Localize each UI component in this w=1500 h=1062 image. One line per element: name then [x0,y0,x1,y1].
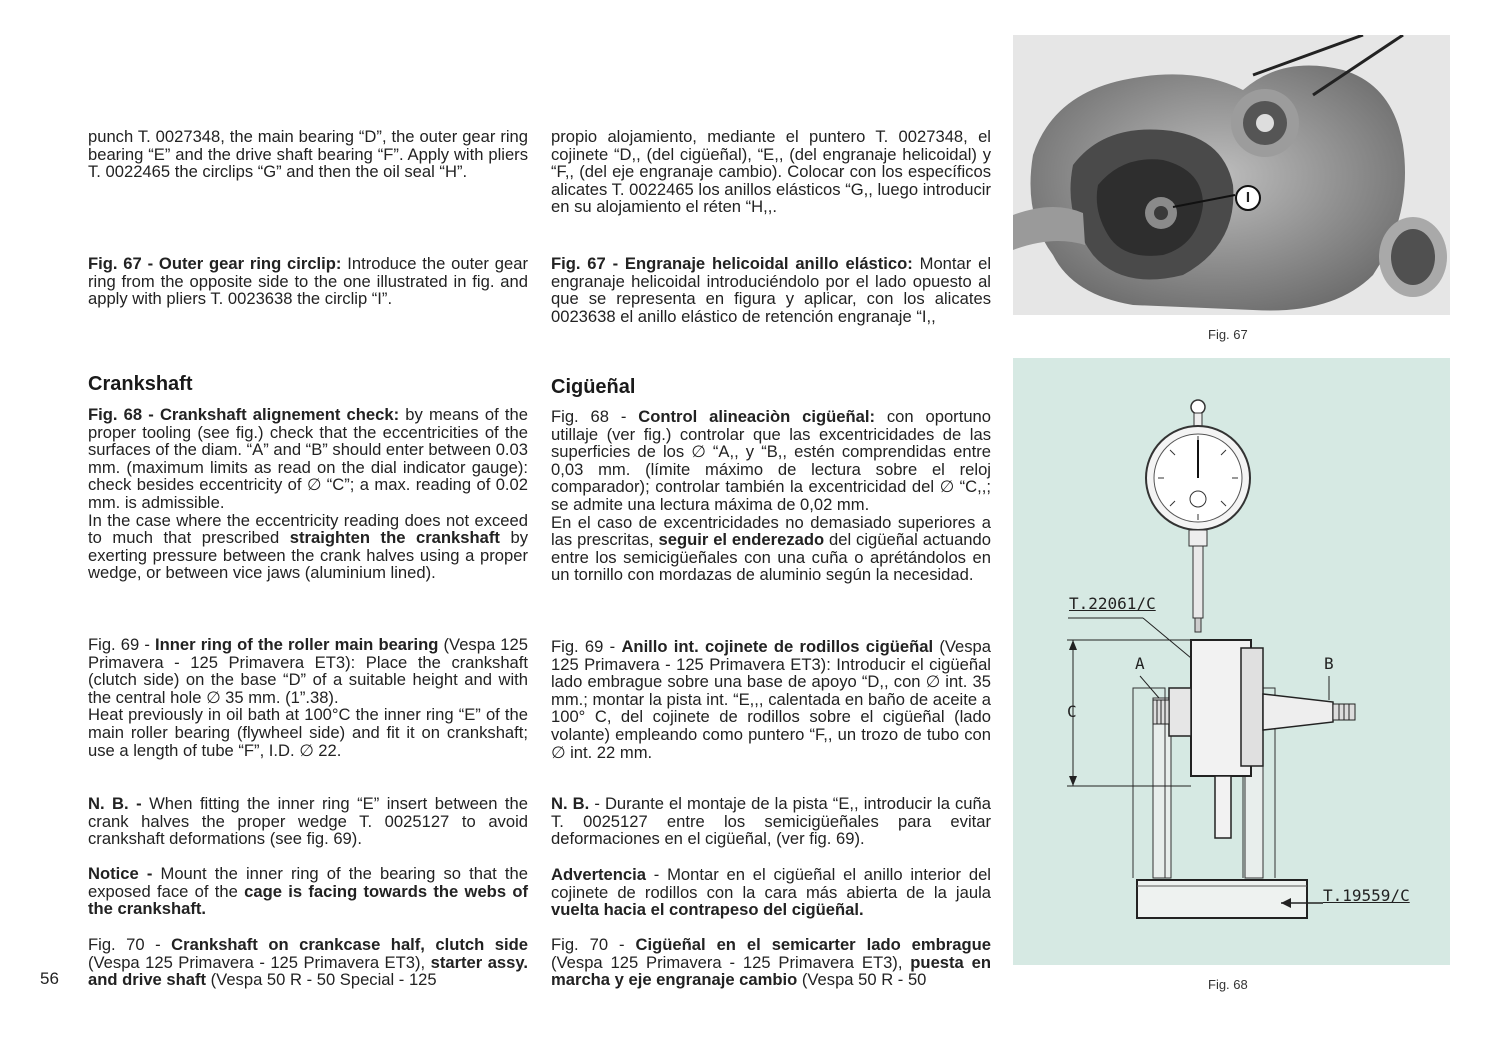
es-adv-bold: vuelta hacia el contrapeso del cigüeñal. [551,900,864,920]
es-nb-title: N. B. [551,794,590,813]
en-fig67-body: Introduce the outer gear ring from the opposite side to the one illustrated in fig. and apply with pliers T. 0023638 the circlip “I”. [88,254,528,309]
en-notice-bold: cage is facing towards the webs of the crankshaft. [88,881,528,919]
en-fig69-p2: Heat previously in oil bath at 100°C the inner ring “E” of the main roller bearing (flywheel side) and fit it on crankshaft; use a length of tube “F”, I.D. ∅ 22. [88,705,528,760]
es-fig70-title: Cigüeñal en el semicarter lado embrague [635,935,991,954]
en-intro-paragraph: punch T. 0027348, the main bearing “D”, the outer gear ring bearing “E” and the drive shaft bearing “F”. Apply with pliers T. 0022465 the circlips “G” and then the oil seal “H”. [88,127,528,182]
es-intro-paragraph: propio alojamiento, mediante el puntero T. 0027348, el cojinete “D,, (del cigüeñal), “E,, (del engranaje helicoidal) y “F,, (del eje engranaje cambio). Colocar con los específicos alicates T. 0022465 los anillos elásticos “G,, luego introducir en su alojamiento el réten “H,,. [551,127,991,217]
fig67-caption: Fig. 67 [1208,327,1248,342]
en-section-heading: Crankshaft [88,373,193,395]
fig68-caption: Fig. 68 [1208,977,1248,992]
en-fig70-bold2: starter assy. and drive shaft [88,952,529,990]
es-fig68-body: con oportuno utillaje (ver fig.) controlar que las excentricidades de las superficies de los ∅ “A,, y “B,, estén comprendidas entre 0,03 mm. (límite máximo de lectura sobre el reloj comparador); controlar también la excentricidad del ∅ “C,,; se admite una lectura máxima de 0,02 mm. [551,407,992,514]
es-fig68-p2a: En el caso de excentricidades no demasiado superiores a las prescritas, [551,512,991,550]
en-notice-body: Mount the inner ring of the bearing so that the exposed face of the [88,864,528,901]
label-a: A [1135,654,1145,673]
es-fig69-paragraph [551,638,991,761]
es-fig69-body: (Vespa 125 Primavera - 125 Primavera ET3): Introducir el cigüeñal lado embrague sobre una base de apoyo “D,, con ∅ int. 35 mm.; montar la pista int. “E,,, calentada en baño de aceite a 100° C, del cojinete de rodillos sobre el cigüeñal (lado volante) empleando como puntero “F,, un trozo de tubo con ∅ int. 22 mm. [551,637,991,762]
es-fig70-end: (Vespa 50 R - 50 [797,970,927,990]
en-fig69-body: (Vespa 125 Primavera - 125 Primavera ET3): Place the crankshaft (clutch side) on the base “D” of a suitable height and with the central hole ∅ 35 mm. (1”.38). [88,635,528,707]
fig67-photo [1013,35,1450,315]
en-fig70-prefix: Fig. 70 - [88,935,172,954]
en-fig67-title: Fig. 67 - Outer gear ring circlip: [88,254,342,273]
es-fig67-body: Montar el engranaje helicoidal introduciéndolo por el lado opuesto al que se representa en figura y aplicar, con los alicates 0023638 el anillo elástico de retención engranaje “I,, [551,254,992,326]
es-fig70-prefix: Fig. 70 - [551,935,636,954]
en-fig68-title: Fig. 68 - Crankshaft alignement check: [88,405,400,424]
es-fig70-bold2: puesta en marcha y eje engranaje cambio [551,952,991,990]
en-fig69-paragraph [88,636,528,759]
es-fig68-title: Control alineaciòn cigüeñal: [638,407,875,426]
en-fig70-paragraph [88,936,528,989]
es-fig68-p2b: seguir el enderezado [658,530,825,550]
es-fig68-paragraph [551,408,991,584]
en-nb-body: When fitting the inner ring “E” insert between the crank halves the proper wedge T. 0025127 to avoid crankshaft deformations (see fig. 69). [88,794,529,849]
en-fig70-title: Crankshaft on crankcase half, clutch side [171,935,528,954]
en-fig69-title: Inner ring of the roller main bearing [155,635,439,654]
en-fig68-p2b: straighten the crankshaft [289,528,500,548]
es-fig69-title: Anillo int. cojinete de rodillos cigüeñal [621,637,934,656]
es-fig67-paragraph [551,255,991,325]
es-adv-body: - Montar en el cigüeñal el anillo interior del cojinete de rodillos con la cara más abierta de la jaula [551,865,991,902]
en-fig68-p2c: by exerting pressure between the crank halves using a proper wedge, or between vice jaws (aluminium lined). [88,528,528,583]
crankcase-photo-illustration [1013,35,1450,315]
tool-bottom-label: T.19559/C [1323,886,1410,905]
en-fig67-paragraph [88,255,528,308]
en-notice-title: Notice - [88,864,153,883]
es-fig70-paragraph [551,936,991,989]
es-adv-title: Advertencia [551,865,646,884]
en-fig69-prefix: Fig. 69 - [88,635,156,654]
en-fig68-paragraph [88,406,528,582]
es-fig68-p2c: del cigüeñal actuando entre los semicigüeñales con una cuña o aprétándolos en un tornillo con mordazas de aluminio según la necesidad. [551,530,991,585]
en-fig68-body: by means of the proper tooling (see fig.) check that the eccentricities of the surfaces of the diam. “A” and “B” should enter between 0.03 mm. (maximum limits as read on the dial indicator gauge): check besides eccentricity of ∅ “C”; a max. reading of 0.02 mm. is admissible. [88,405,528,512]
es-fig70-mid: (Vespa 125 Primavera - 125 Primavera ET3), [551,952,911,972]
es-adv-paragraph [551,866,991,919]
callout-i-label: I [1245,189,1251,206]
es-section-heading: Cigüeñal [551,376,636,398]
es-nb-body: - Durante el montaje de la pista “E,, introducir la cuña T. 0025127 entre los semicigüeñales para evitar deformaciones en el cigüeñal, (ver fig. 69). [551,794,991,849]
crankshaft-alignment-drawing [1013,358,1450,965]
en-notice-paragraph [88,865,528,918]
en-fig70-end: (Vespa 50 R - 50 Special - 125 [206,970,437,990]
en-nb-paragraph [88,795,528,848]
page-number: 56 [40,969,59,988]
label-b: B [1324,654,1334,673]
en-fig68-p2a: In the case where the eccentricity reading does not exceed to much that prescribed [88,510,528,548]
label-c: C [1067,702,1077,721]
es-fig67-title: Fig. 67 - Engranaje helicoidal anillo elástico: [551,254,913,273]
en-nb-title: N. B. - [88,794,142,813]
callout-i-marker [1235,185,1261,211]
en-fig70-mid: (Vespa 125 Primavera - 125 Primavera ET3), [88,952,431,972]
es-fig69-prefix: Fig. 69 - [551,637,622,656]
fig68-drawing [1013,358,1450,965]
tool-top-label: T.22061/C [1069,594,1156,613]
es-fig68-prefix: Fig. 68 - [551,407,639,426]
es-nb-paragraph [551,795,991,848]
